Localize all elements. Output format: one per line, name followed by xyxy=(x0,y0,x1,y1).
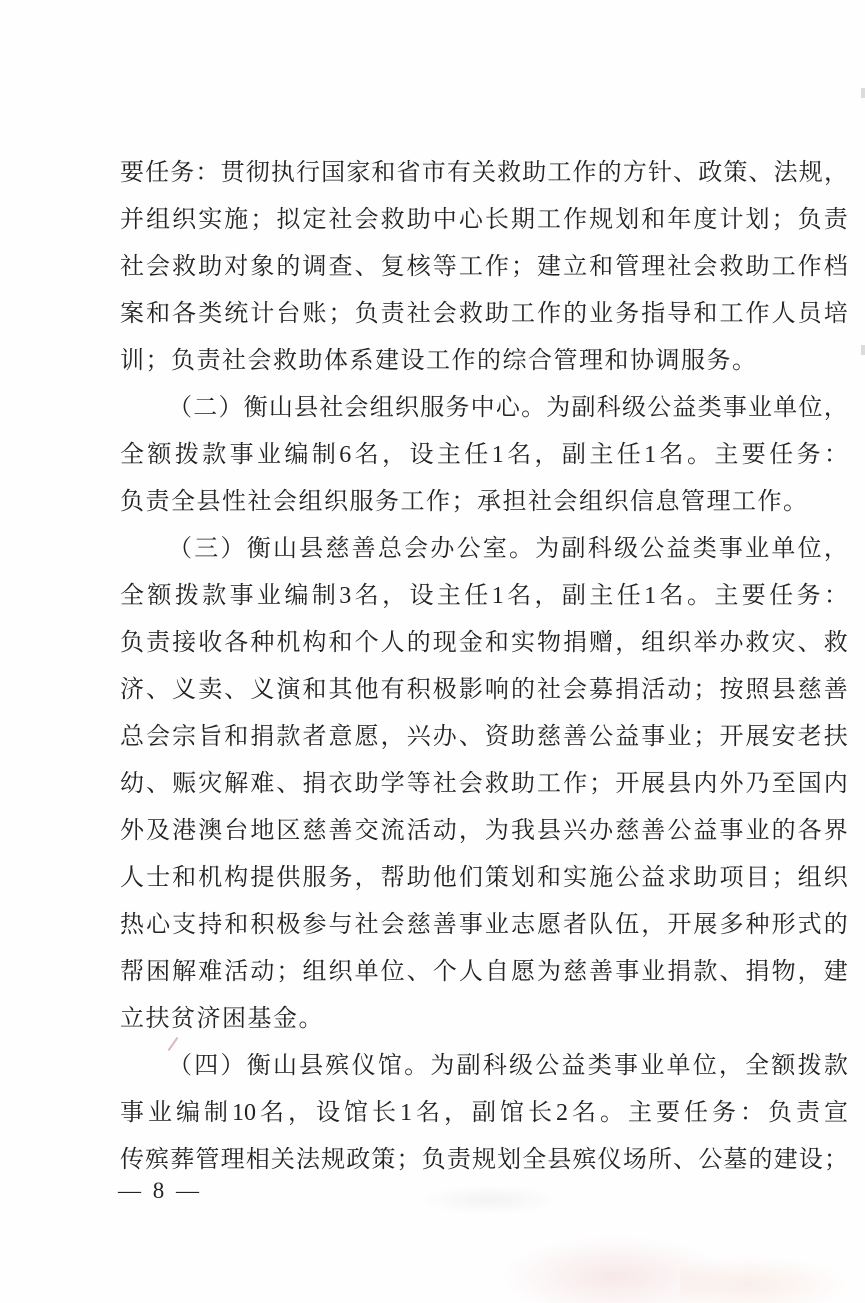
scan-smudge xyxy=(420,1185,560,1215)
scan-edge-mark xyxy=(861,345,865,355)
text-line: 立扶贫济困基金。 xyxy=(120,1006,324,1032)
document-body xyxy=(120,150,848,1184)
text-line: 热 心 支 持 和 积 极 参 与 社 会 慈 善 事 业 志 愿 者 队 伍 ， 开 展 多 种 形 式 的 xyxy=(120,912,848,938)
paragraph xyxy=(120,1043,848,1184)
paragraph xyxy=(120,150,848,385)
text-line: 外 及 港 澳 台 地 区 慈 善 交 流 活 动 ， 为 我 县 兴 办 慈 善 公 益 事 业 的 各 界 xyxy=(120,818,848,844)
text-line: （ 二 ） 衡 山 县 社 会 组 织 服 务 中 心 。 为 副 科 级 公 益 类 事 业 单 位 ， xyxy=(168,395,848,421)
text-line: 全 额 拨 款 事 业 编 制 6 名 ， 设 主 任 1 名 ， 副 主 任 1 名 。 主 要 任 务 ： xyxy=(120,442,848,468)
text-line: 社 会 救 助 对 象 的 调 查 、 复 核 等 工 作 ； 建 立 和 管 理 社 会 救 助 工 作 档 xyxy=(120,254,848,280)
text-line: 幼 、 赈 灾 解 难 、 捐 衣 助 学 等 社 会 救 助 工 作 ； 开 展 县 内 外 乃 至 国 内 xyxy=(120,771,848,797)
paragraph xyxy=(120,526,848,1043)
scan-edge-mark xyxy=(861,88,865,98)
text-line: 要 任 务 ： 贯 彻 执 行 国 家 和 省 市 有 关 救 助 工 作 的 方 针 、 政 策 、 法 规 ， xyxy=(120,160,848,186)
text-line: 案 和 各 类 统 计 台 账 ； 负 责 社 会 救 助 工 作 的 业 务 指 导 和 工 作 人 员 培 xyxy=(120,301,848,327)
text-line: 济 、 义 卖 、 义 演 和 其 他 有 积 极 影 响 的 社 会 募 捐 活 动 ； 按 照 县 慈 善 xyxy=(120,677,848,703)
text-line: 人 士 和 机 构 提 供 服 务 ， 帮 助 他 们 策 划 和 实 施 公 益 求 助 项 目 ； 组 织 xyxy=(120,865,848,891)
paragraph xyxy=(120,385,848,526)
text-line: 全 额 拨 款 事 业 编 制 3 名 ， 设 主 任 1 名 ， 副 主 任 1 名 。 主 要 任 务 ： xyxy=(120,583,848,609)
scan-smudge xyxy=(500,1235,730,1303)
text-line: （ 三 ） 衡 山 县 慈 善 总 会 办 公 室 。 为 副 科 级 公 益 类 事 业 单 位 ， xyxy=(168,536,848,562)
text-line: （ 四 ） 衡 山 县 殡 仪 馆 。 为 副 科 级 公 益 类 事 业 单 位 ， 全 额 拨 款 xyxy=(168,1053,848,1079)
text-line: 并 组 织 实 施 ； 拟 定 社 会 救 助 中 心 长 期 工 作 规 划 和 年 度 计 划 ； 负 责 xyxy=(120,207,848,233)
scan-smudge xyxy=(680,1255,850,1303)
page-number: — 8 — xyxy=(118,1178,202,1203)
text-line: 总 会 宗 旨 和 捐 款 者 意 愿 ， 兴 办 、 资 助 慈 善 公 益 事 业 ； 开 展 安 老 扶 xyxy=(120,724,848,750)
text-line: 帮 困 解 难 活 动 ； 组 织 单 位 、 个 人 自 愿 为 慈 善 事 业 捐 款 、 捐 物 ， 建 xyxy=(120,959,848,985)
text-line: 训；负责社会救助体系建设工作的综合管理和协调服务。 xyxy=(120,348,758,374)
text-line: 事 业 编 制 10 名 ， 设 馆 长 1 名 ， 副 馆 长 2 名 。 主 要 任 务 ： 负 责 宣 xyxy=(120,1100,848,1126)
text-line: 负责全县性社会组织服务工作；承担社会组织信息管理工作。 xyxy=(120,489,809,515)
text-line: 传 殡 葬 管 理 相 关 法 规 政 策 ； 负 责 规 划 全 县 殡 仪 场 所 、 公 墓 的 建 设 ； xyxy=(120,1147,848,1173)
text-line: 负 责 接 收 各 种 机 构 和 个 人 的 现 金 和 实 物 捐 赠 ， 组 织 举 办 救 灾 、 救 xyxy=(120,630,848,656)
